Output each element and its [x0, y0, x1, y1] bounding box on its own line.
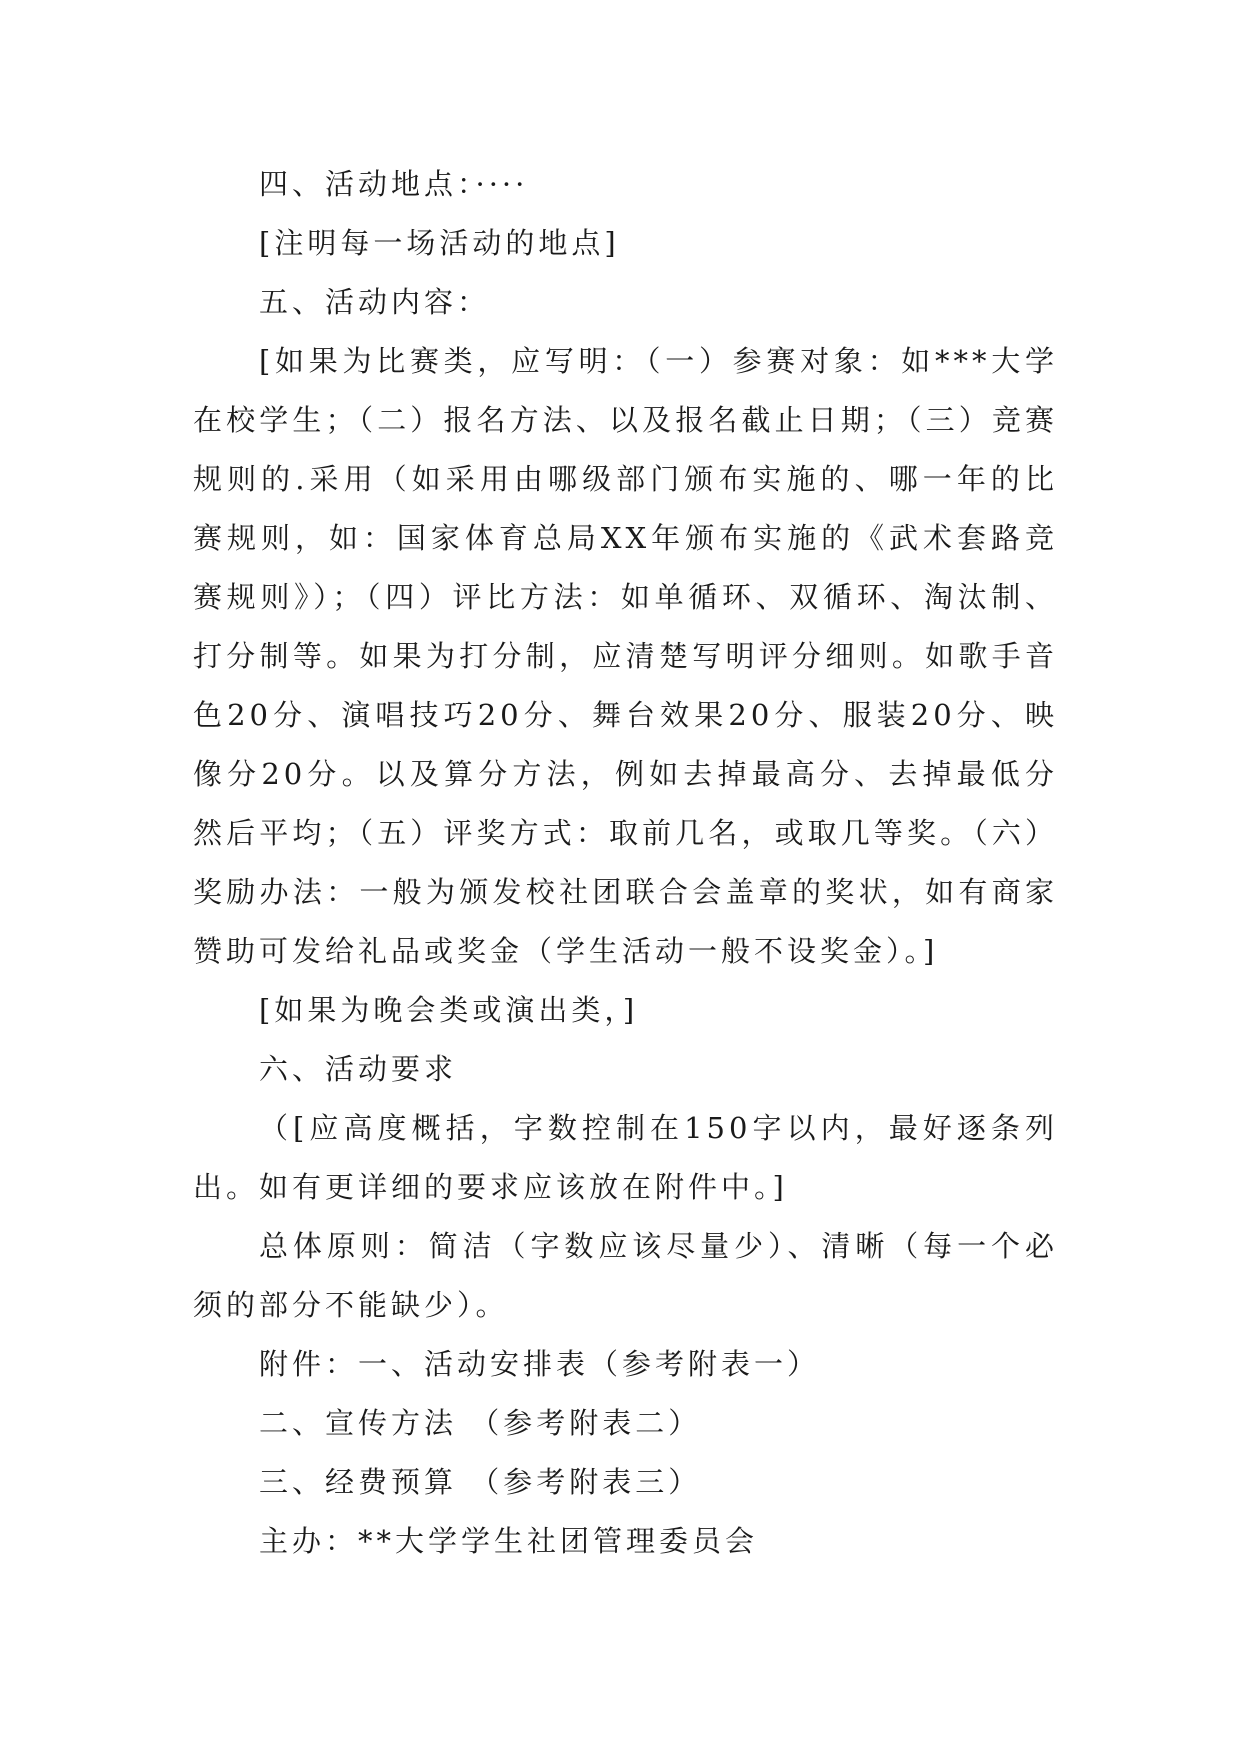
paragraph-activity-requirements: 六、活动要求	[259, 1052, 458, 1086]
paragraph-activity-content: 五、活动内容：	[259, 285, 491, 319]
paragraph-attachment-1: 附件：一、活动安排表（参考附表一）	[259, 1347, 821, 1381]
paragraph-organizer: 主办：**大学学生社团管理委员会	[259, 1524, 759, 1558]
paragraph-activity-location: 四、活动地点：····	[259, 167, 529, 201]
paragraph-attachment-2: 二、宣传方法 （参考附表二）	[259, 1406, 702, 1440]
paragraph-gala-note: [如果为晚会类或演出类，]	[259, 993, 639, 1027]
paragraph-requirements-note: （[应高度概括，字数控制在150字以内，最好逐条列出。如有更详细的要求应该放在附件中。]	[193, 1111, 1058, 1204]
paragraph-competition-details: [如果为比赛类，应写明：（一）参赛对象：如***大学在校学生；（二）报名方法、以及报名截止日期；（三）竞赛规则的.采用（如采用由哪级部门颁布实施的、哪一年的比赛规则，如：国家体育总局XX年颁布实施的《武术套路竞赛规则》）；（四）评比方法：如单循环、双循环、淘汰制、打分制等。如果为打分制，应清楚写明评分细则。如歌手音色20分、演唱技巧20分、舞台效果20分、服装20分、映像分20分。以及算分方法，例如去掉最高分、去掉最低分然后平均；（五）评奖方式：取前几名，或取几等奖。（六）奖励办法：一般为颁发校社团联合会盖章的奖状，如有商家赞助可发给礼品或奖金（学生活动一般不设奖金）。]	[193, 344, 1058, 968]
paragraph-attachment-3: 三、经费预算 （参考附表三）	[259, 1465, 702, 1499]
document-body	[193, 155, 1058, 1571]
paragraph-general-principle: 总体原则：简洁（字数应该尽量少）、清晰（每一个必须的部分不能缺少）。	[193, 1229, 1058, 1322]
paragraph-location-note: [注明每一场活动的地点]	[259, 226, 620, 260]
